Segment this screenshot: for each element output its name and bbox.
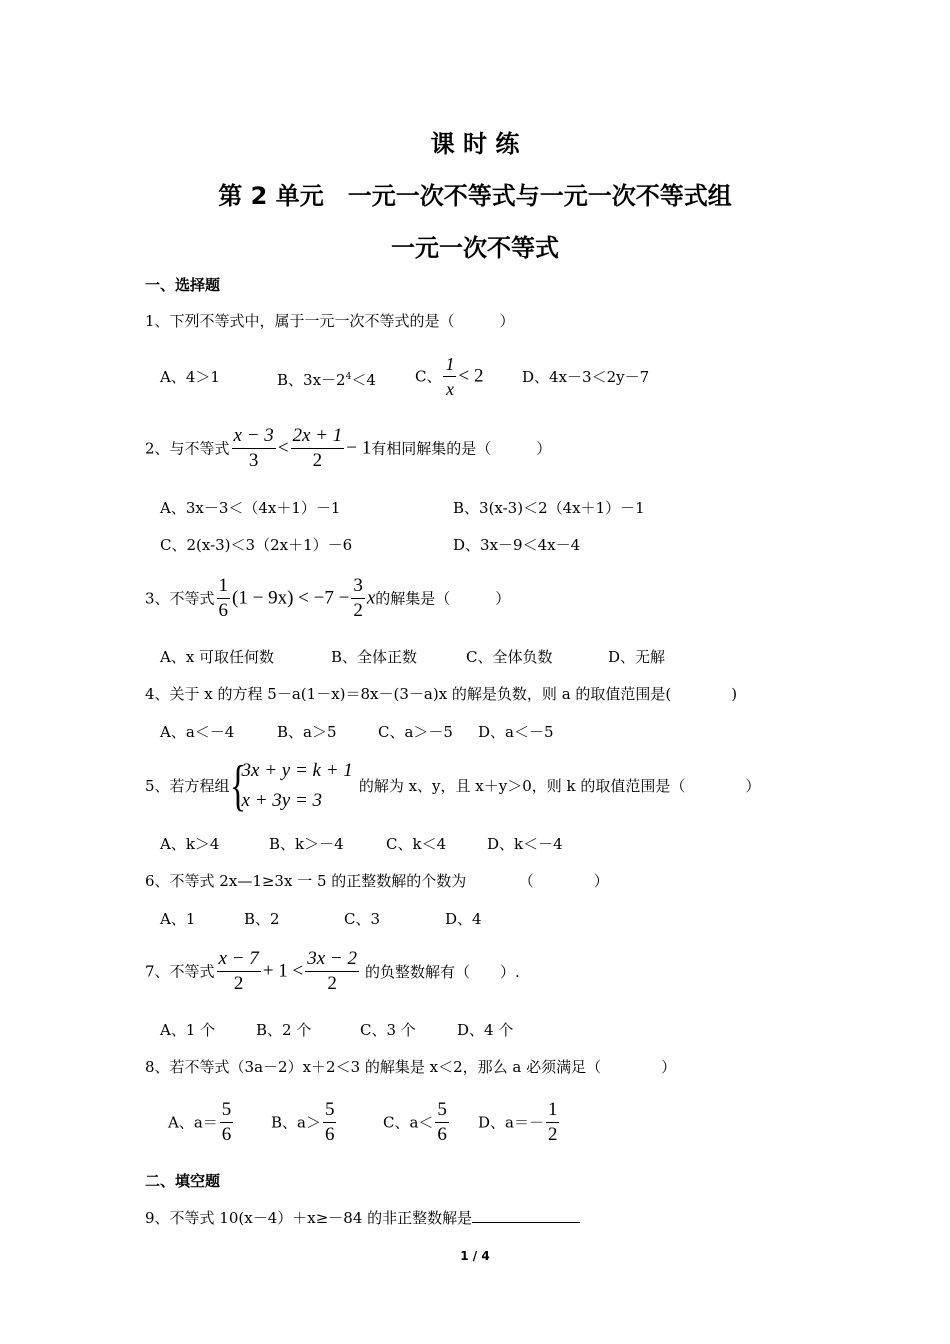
question-2-option-c: C、2(x-3)＜3（2x＋1）－6 [160,536,353,554]
question-8-stem: 8、若不等式（3a－2）x＋2＜3 的解集是 x＜2，那么 a 必须满足（ ） [145,1058,677,1076]
question-4-option-b: B、a＞5 [277,723,337,741]
equation-system: { 3x + y = k + 1 x + 3y = 3 [229,755,353,817]
question-7-option-a: A、1 个 [160,1021,216,1039]
question-7-option-c: C、3 个 [360,1021,416,1039]
question-1-option-b: B、$3x-2^4<4$ [277,371,376,389]
section-heading-choice: 一、选择题 [145,276,221,294]
question-6-option-b: B、2 [244,910,280,928]
question-8-option-b: B、a＞ $\frac{5}{6}$ [271,1099,335,1145]
question-2-option-a: A、3x－3＜（4x＋1）－1 [160,499,341,517]
question-2-option-d: D、3x－9＜4x－4 [453,536,581,554]
question-7-option-d: D、4 个 [457,1021,514,1039]
lesson-title: 一元一次不等式 [391,234,559,262]
question-9-stem: 9、不等式 10(x－4）＋x≥－84 的非正整数解是 [145,1208,580,1228]
section-heading-fill: 二、填空题 [145,1172,221,1190]
question-8-option-a: A、a＝ $\frac{5}{6}$ [168,1099,232,1145]
question-4-stem: 4、关于 x 的方程 5－a(1－x)＝8x－(3－a)x 的解是负数，则 a 的取值范围是( ) [145,685,738,703]
question-1-option-d: D、4x－3＜2y－7 [522,368,650,386]
question-6-option-d: D、4 [445,910,482,928]
question-3-stem: 3、不等式 $\frac{1}{6}$ (1 − 9x) < −7 − $\frac{3}{2}$ x的解集是（ ） [145,575,511,621]
answer-blank[interactable] [472,1208,580,1223]
question-6-option-a: A、1 [160,910,196,928]
question-7-option-b: B、2 个 [256,1021,312,1039]
question-5-stem: 5、若方程组 { 3x + y = k + 1 x + 3y = 3 的解为 x、y，且 x＋y＞0，则 k 的取值范围是（ ） [145,755,761,817]
question-5-option-d: D、k＜－4 [487,835,563,853]
question-5-option-b: B、k＞－4 [269,835,344,853]
question-2-stem: 2、与不等式 $\frac{x - 3}{3}$ < $\frac{2x + 1}{2}$ − 1有相同解集的是（ ） [145,425,552,471]
question-4-option-a: A、a＜－4 [160,723,235,741]
question-8-option-d: D、a＝－ $\frac{1}{2}$ [478,1099,558,1145]
question-6-option-c: C、3 [344,910,381,928]
question-4-option-c: C、a＞－5 [378,723,453,741]
question-7-stem: 7、不等式 $\frac{x - 7}{2}$ + 1 < $\frac{3x - 2}{2}$ 的负整数解有（ ）. [145,948,520,994]
question-3-option-c: C、全体负数 [466,648,553,666]
question-3-option-a: A、x 可取任何数 [160,648,275,666]
page-number: 1 / 4 [460,1249,490,1263]
question-4-option-d: D、a＜－5 [478,723,554,741]
question-2-option-b: B、3(x-3)＜2（4x＋1）－1 [453,499,645,517]
question-1-option-a: A、4＞1 [160,368,220,386]
unit-title: 第 2 单元 一元一次不等式与一元一次不等式组 [218,182,732,210]
question-1-stem: 1、下列不等式中，属于一元一次不等式的是（ ） [145,312,515,330]
question-5-option-a: A、k＞4 [160,835,220,853]
question-3-option-b: B、全体正数 [331,648,418,666]
question-1-option-c: C、 $\frac{1}{x}$ < 2 [415,354,484,399]
question-5-option-c: C、k＜4 [386,835,447,853]
question-8-option-c: C、a＜ $\frac{5}{6}$ [383,1099,447,1145]
question-3-option-d: D、无解 [608,648,666,666]
question-6-stem: 6、不等式 2x—1≥3x 一 5 的正整数解的个数为 （ ） [145,872,609,890]
page-title: 课 时 练 [430,130,520,158]
